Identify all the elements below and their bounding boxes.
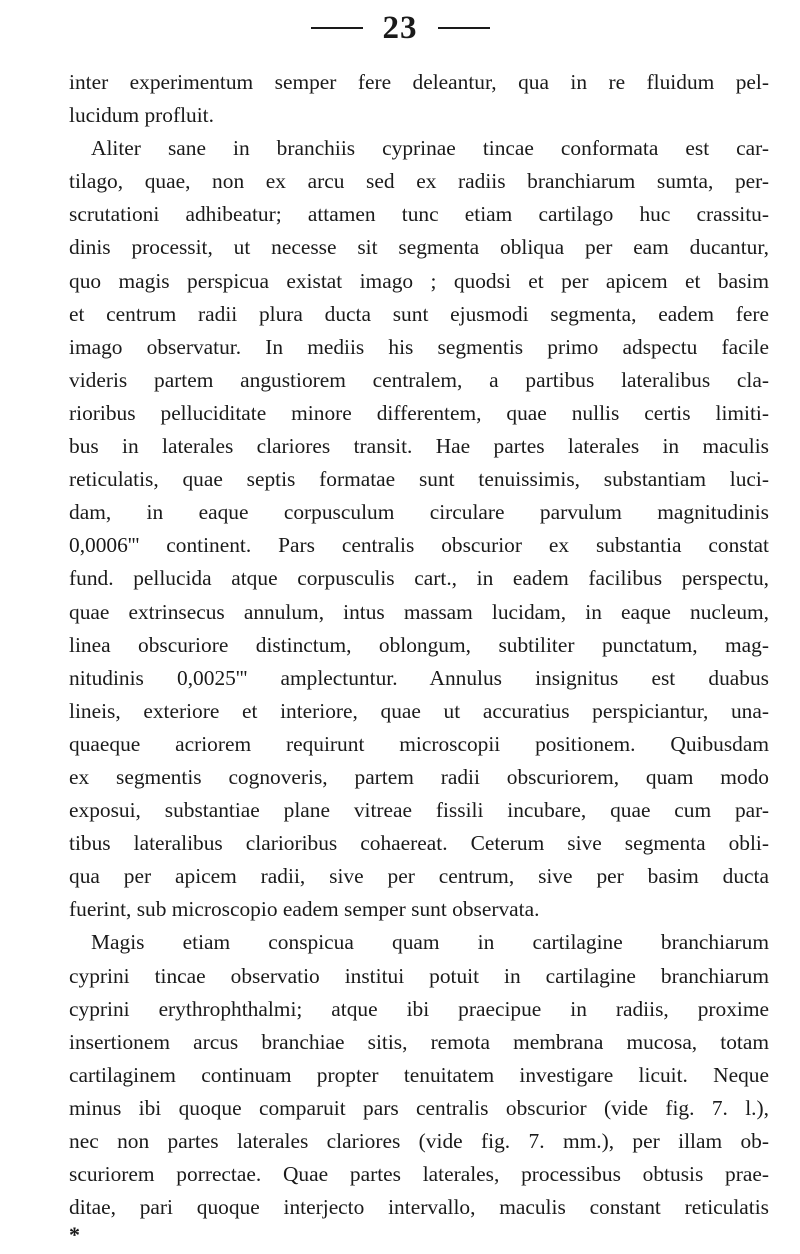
text-line: reticulatis, quae septis formatae sunt tenuissimis, substantiam luci- [69,467,769,492]
text-line: qua per apicem radii, sive per centrum, sive per basim ducta [69,864,769,889]
text-line: et centrum radii plura ducta sunt ejusmodi segmenta, eadem fere [69,301,769,326]
text-line: fund. pellucida atque corpusculis cart., in eadem facilibus perspectu, [69,566,769,591]
text-line: nitudinis 0,0025''' amplectuntur. Annulus insignitus est duabus [69,665,769,690]
text-line: bus in laterales clariores transit. Hae partes laterales in maculis [69,434,769,459]
text-line: ditae, pari quoque interjecto intervallo, maculis constant reticulatis [69,1195,769,1220]
text-line: imago observatur. In mediis his segmentis primo adspectu facile [69,334,769,359]
text-line: quo magis perspicua existat imago ; quodsi et per apicem et basim [69,268,769,293]
text-line: scuriorem porrectae. Quae partes laterales, processibus obtusis prae- [69,1162,769,1187]
text-line: lineis, exteriore et interiore, quae ut accuratius perspiciantur, una- [69,698,769,723]
text-line: tibus lateralibus clarioribus cohaereat. Ceterum sive segmenta obli- [69,831,769,856]
text-line: rioribus pelluciditate minore differentem, quae nullis certis limiti- [69,400,769,425]
text-line: quaeque acriorem requirunt microscopii positionem. Quibusdam [69,731,769,756]
text-line: insertionem arcus branchiae sitis, remota membrana mucosa, totam [69,1029,769,1054]
text-line: videris partem angustiorem centralem, a partibus lateralibus cla- [69,367,769,392]
signature-mark: * [69,1222,80,1247]
text-line: Aliter sane in branchiis cyprinae tincae conformata est car- [91,136,769,161]
text-line: 0,0006''' continent. Pars centralis obscurior ex substantia constat [69,533,769,558]
text-line: dam, in eaque corpusculum circulare parvulum magnitudinis [69,500,769,525]
text-line: lucidum profluit. [69,103,214,128]
text-line: tilago, quae, non ex arcu sed ex radiis branchiarum sumta, per- [69,169,769,194]
text-line: minus ibi quoque comparuit pars centralis obscurior (vide fig. 7. l.), [69,1095,769,1120]
text-line: exposui, substantiae plane vitreae fissili incubare, quae cum par- [69,798,769,823]
text-line: ex segmentis cognoveris, partem radii obscuriorem, quam modo [69,764,769,789]
text-line: Magis etiam conspicua quam in cartilagine branchiarum [91,930,769,955]
header-rule-left [311,27,363,29]
header-rule-right [438,27,490,29]
text-line: dinis processit, ut necesse sit segmenta obliqua per eam ducantur, [69,235,769,260]
text-line: linea obscuriore distinctum, oblongum, subtiliter punctatum, mag- [69,632,769,657]
text-line: inter experimentum semper fere deleantur, qua in re fluidum pel- [69,70,769,94]
text-line: scrutationi adhibeatur; attamen tunc etiam cartilago huc crassitu- [69,202,769,227]
page-header [0,10,800,46]
text-line: cyprini tincae observatio institui potuit in cartilagine branchiarum [69,963,769,988]
body-text [69,66,769,1224]
text-line: quae extrinsecus annulum, intus massam lucidam, in eaque nucleum, [69,599,769,624]
page-number: 23 [382,9,418,46]
text-line: cyprini erythrophthalmi; atque ibi praecipue in radiis, proxime [69,996,769,1021]
text-line: cartilaginem continuam propter tenuitatem investigare licuit. Neque [69,1062,769,1087]
text-line: nec non partes laterales clariores (vide fig. 7. mm.), per illam ob- [69,1129,769,1153]
text-line: fuerint, sub microscopio eadem semper sunt observata. [69,897,540,922]
